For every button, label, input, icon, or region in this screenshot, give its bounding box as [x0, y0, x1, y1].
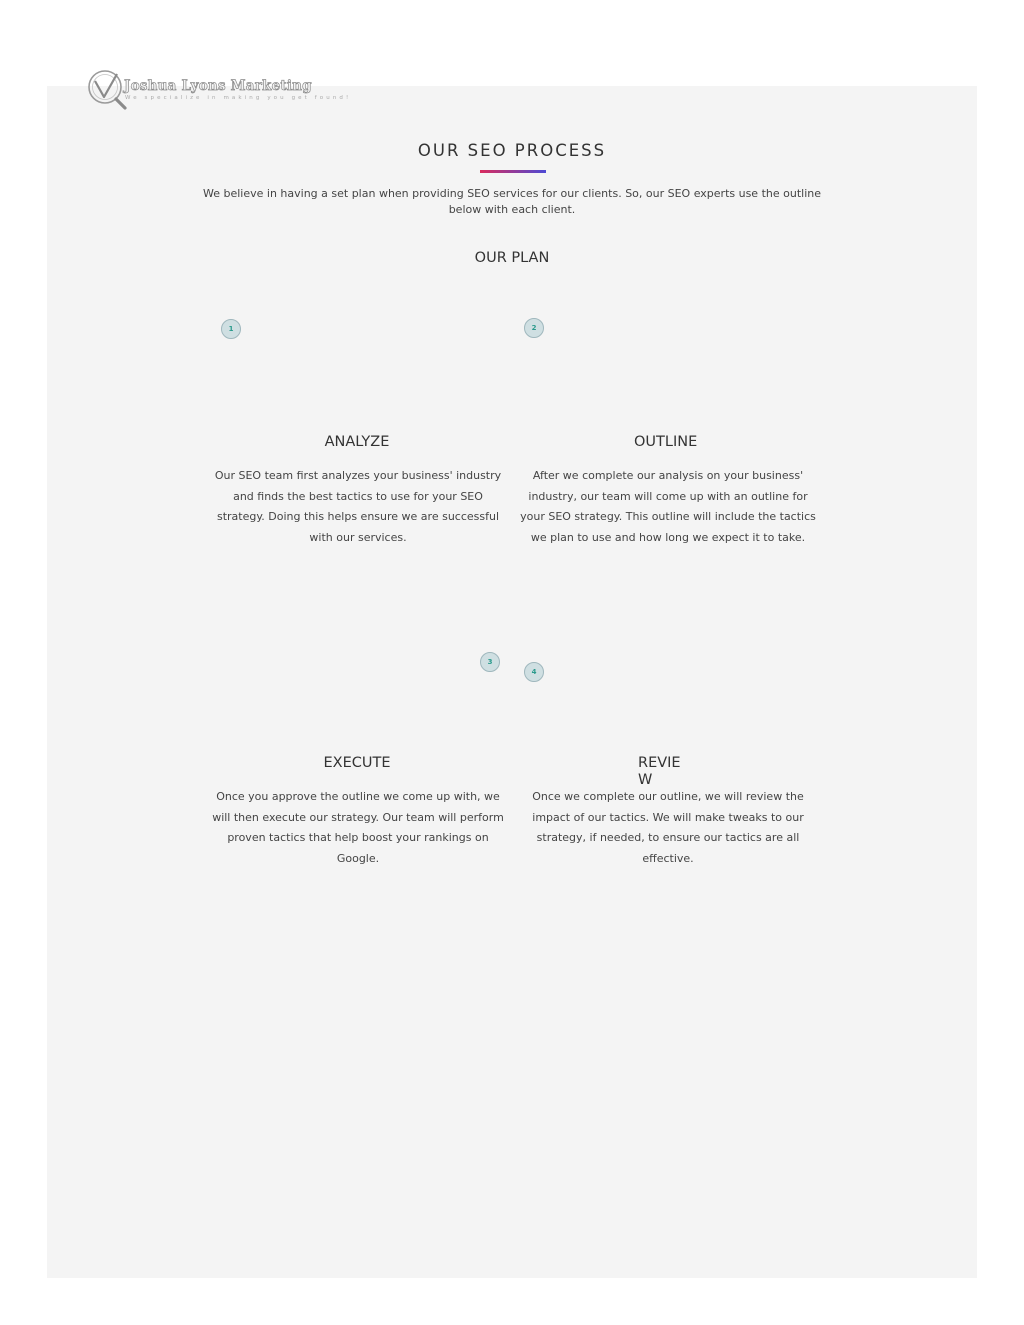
intro-text: We believe in having a set plan when providing SEO services for our clients. So, our SEO experts use the outline below with each client.	[203, 187, 821, 216]
step-2-title: OUTLINE	[634, 434, 698, 450]
title-underline	[480, 170, 546, 173]
plan-title: OUR PLAN	[474, 250, 550, 266]
step-4-text: Once we complete our outline, we will review the impact of our tactics. We will make tweaks to our strategy, if needed, to ensure our tactics are all effective.	[532, 790, 804, 865]
step-2-text: After we complete our analysis on your business' industry, our team will come up with an outline for your SEO strategy. This outline will include the tactics we plan to use and how long we expect it to take.	[520, 469, 816, 544]
step-3-badge: 3	[480, 652, 500, 672]
step-2-badge: 2	[524, 318, 544, 338]
step-4-title: REVIEW	[638, 755, 681, 788]
brand-tagline: We specialize in making you get found!	[125, 95, 352, 101]
step-4-badge: 4	[524, 662, 544, 682]
section-title: OUR SEO PROCESS	[417, 141, 607, 160]
brand-name: Joshua Lyons Marketing	[124, 78, 312, 94]
step-3-title: EXECUTE	[323, 755, 391, 771]
step-1-badge: 1	[221, 319, 241, 339]
brand-logo[interactable]	[86, 66, 352, 112]
step-3-text: Once you approve the outline we come up with, we will then execute our strategy. Our team will perform proven tactics that help boost your rankings on Google.	[212, 790, 504, 865]
step-1-text: Our SEO team first analyzes your business' industry and finds the best tactics to use for your SEO strategy. Doing this helps ensure we are successful with our services.	[214, 469, 502, 544]
step-1-title: ANALYZE	[324, 434, 390, 450]
